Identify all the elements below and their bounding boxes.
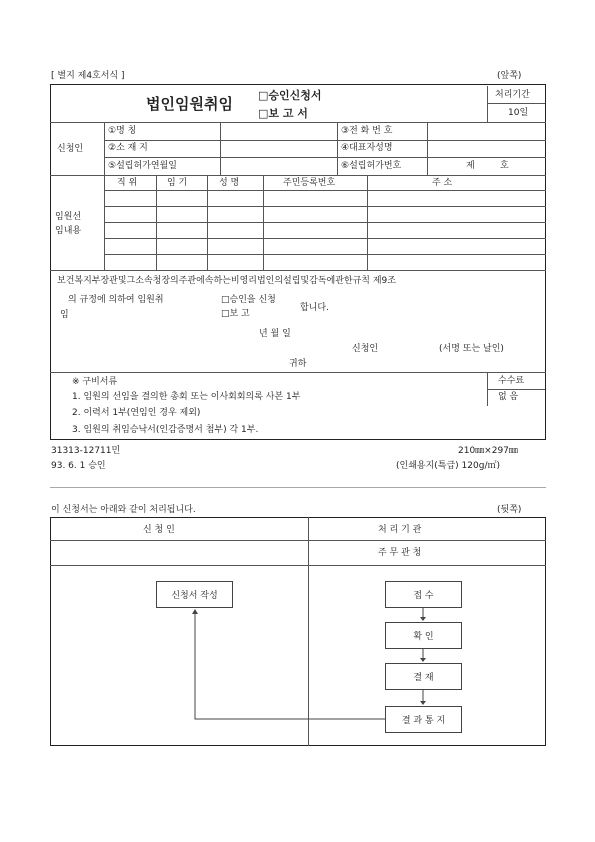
col-position: 직 위 xyxy=(117,178,138,188)
paper-size: 210㎜×297㎜ xyxy=(458,446,518,456)
signer-label: 신청인 xyxy=(352,344,379,354)
authority-subheader: 주 무 관 청 xyxy=(378,548,422,558)
officers-section-label-1: 임원선 xyxy=(55,212,82,222)
officers-section-label-2: 임내용 xyxy=(55,226,82,236)
statement-line-2: 의 규정에 의하여 임원취 xyxy=(68,295,164,305)
request-approval-option[interactable]: □승인을 신청 xyxy=(221,295,276,305)
permit-number-label: ⑥설립허가번호 xyxy=(341,161,402,171)
signature-note: (서명 또는 날인) xyxy=(439,344,504,354)
report-checkbox[interactable]: □보 고 서 xyxy=(258,107,308,120)
back-intro: 이 신청서는 아래와 같이 처리됩니다. xyxy=(51,505,196,515)
applicant-section-label: 신청인 xyxy=(57,144,84,154)
flow-confirm: 확 인 xyxy=(385,622,462,649)
flow-receipt: 접 수 xyxy=(385,581,462,608)
report-option[interactable]: □보 고 xyxy=(221,309,250,319)
date-line: 년 월 일 xyxy=(259,329,291,339)
form-title: 법인임원취임 xyxy=(146,95,233,113)
representative-label: ④대표자성명 xyxy=(341,143,393,153)
paper-spec: (인쇄용지(특급) 120g/㎡) xyxy=(396,461,500,471)
required-document-3: 3. 임원의 취임승낙서(인감증명서 첨부) 각 1부. xyxy=(72,425,259,435)
form-code: 31313-12711민 xyxy=(51,446,121,456)
name-label: ①명 칭 xyxy=(108,126,137,136)
permit-number-prefix: 제 xyxy=(466,161,475,171)
flow-result-notice: 결 과 통 지 xyxy=(385,706,462,733)
processing-period-value: 10일 xyxy=(508,108,529,118)
fee-label: 수수료 xyxy=(498,376,525,386)
permit-number-suffix: 호 xyxy=(500,161,509,171)
back-side-label: (뒷쪽) xyxy=(497,505,522,515)
statement-end: 합니다. xyxy=(300,303,329,313)
col-term: 임 기 xyxy=(167,178,188,188)
approval-date: 93. 6. 1 승인 xyxy=(51,461,106,471)
approval-request-checkbox[interactable]: □승인신청서 xyxy=(258,89,322,102)
recipient-label: 귀하 xyxy=(289,359,307,369)
phone-label: ③전 화 번 호 xyxy=(341,126,393,136)
required-document-2: 2. 이력서 1부(연임인 경우 제외) xyxy=(72,408,201,418)
statement-line-2-wrap: 임 xyxy=(60,310,69,320)
form-number-label: [ 별지 제4호서식 ] xyxy=(51,71,125,81)
flow-approval: 결 재 xyxy=(385,663,462,690)
flow-write-application: 신청서 작성 xyxy=(156,581,233,608)
required-documents-title: ※ 구비서류 xyxy=(72,377,118,387)
applicant-column-header: 신 청 인 xyxy=(143,525,175,535)
address-label: ②소 재 지 xyxy=(108,143,148,153)
front-side-label: (앞쪽) xyxy=(497,71,522,81)
fee-value: 없 음 xyxy=(498,392,519,402)
col-name: 성 명 xyxy=(219,178,240,188)
permit-date-label: ⑤설립허가연월일 xyxy=(108,161,177,171)
col-address: 주 소 xyxy=(432,178,453,188)
agency-column-header: 처 리 기 관 xyxy=(378,525,422,535)
required-document-1: 1. 임원의 선임을 결의한 총회 또는 이사회회의록 사본 1부 xyxy=(72,392,301,402)
col-resident-number: 주민등록번호 xyxy=(283,178,336,188)
processing-period-label: 처리기간 xyxy=(495,90,530,100)
statement-line-1: 보건복지부장관및그소속청장의주관에속하는비영리법인의설립및감독에관한규칙 제9조 xyxy=(57,276,396,286)
